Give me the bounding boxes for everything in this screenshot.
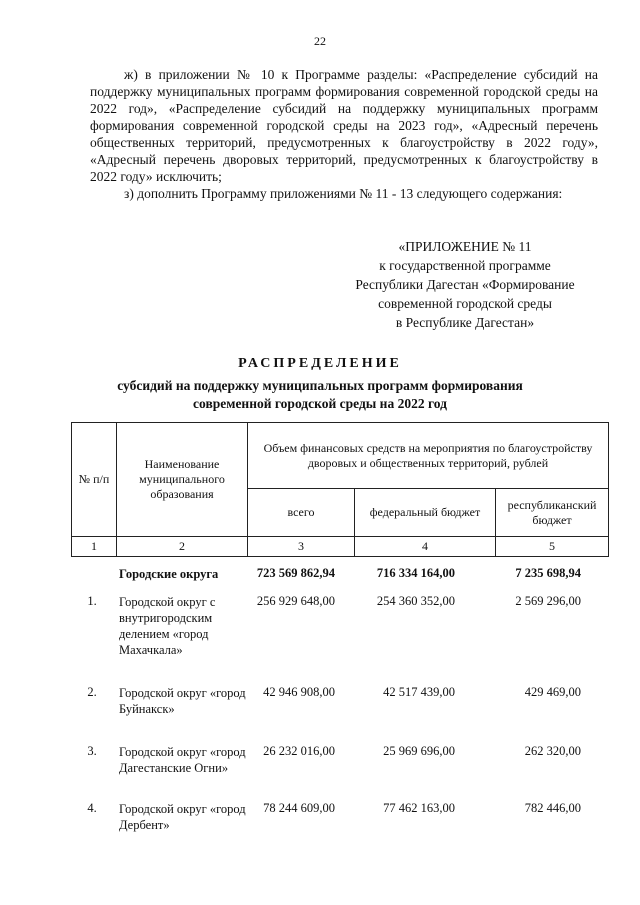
appendix-line: в Республике Дагестан» — [395, 315, 535, 330]
row-number: 3. — [87, 744, 97, 758]
row-number: 1. — [87, 594, 97, 608]
header-name: Наименование муниципального образования — [117, 423, 248, 537]
summary-republic: 7 235 698,94 — [515, 566, 581, 580]
row-federal: 25 969 696,00 — [383, 744, 455, 758]
row-number: 2. — [87, 685, 97, 699]
row-total: 78 244 609,00 — [263, 801, 335, 815]
row-republic: 782 446,00 — [524, 801, 581, 815]
summary-name: Городские округа — [119, 567, 219, 581]
table-header — [71, 422, 609, 557]
row-name: Городской округ «город Буйнакск» — [119, 686, 246, 716]
row-federal: 42 517 439,00 — [383, 685, 455, 699]
col-number: 3 — [248, 537, 355, 557]
row-republic: 429 469,00 — [524, 685, 581, 699]
header-federal: федеральный бюджет — [355, 489, 496, 537]
appendix-line: к государственной программе — [379, 258, 551, 273]
row-federal: 254 360 352,00 — [376, 594, 455, 608]
appendix-line: современной городской среды — [378, 296, 552, 311]
body-text — [90, 66, 598, 202]
header-funds: Объем финансовых средств на мероприятия по благоустройству дворовых и общественных территорий, рублей — [248, 423, 609, 489]
header-republic: республиканский бюджет — [496, 489, 609, 537]
header-total: всего — [248, 489, 355, 537]
header-num: № п/п — [72, 423, 117, 537]
row-number: 4. — [87, 801, 97, 815]
row-total: 42 946 908,00 — [263, 685, 335, 699]
row-name: Городской округ «город Дагестанские Огни» — [119, 745, 246, 775]
summary-total: 723 569 862,94 — [256, 566, 335, 580]
page-number: 22 — [314, 34, 326, 48]
row-republic: 262 320,00 — [524, 744, 581, 758]
col-number: 2 — [117, 537, 248, 557]
col-number: 4 — [355, 537, 496, 557]
document-subtitle — [0, 377, 640, 413]
row-federal: 77 462 163,00 — [383, 801, 455, 815]
row-total: 256 929 648,00 — [256, 594, 335, 608]
subtitle-line: субсидий на поддержку муниципальных программ формирования — [117, 378, 523, 393]
paragraph-z: з) дополнить Программу приложениями № 11 - 13 следующего содержания: — [124, 186, 563, 201]
document-title: РАСПРЕДЕЛЕНИЕ — [238, 356, 402, 371]
col-number: 5 — [496, 537, 609, 557]
row-name: Городской округ с внутригородским делением «город Махачкала» — [119, 595, 216, 657]
paragraph-zh: ж) в приложении № 10 к Программе разделы: «Распределение субсидий на поддержку муниципальных программ формирования современной городской среды на 2022 год», «Распределение субсидий на поддержку муниципальных программ формирования современной городской среды на 2023 год», «Адресный перечень общественных территорий, предусмотренных к благоустройству в 2022 году», «Адресный перечень дворовых территорий, предусмотренных к благоустройству в 2022 году» исключить; — [90, 67, 598, 184]
subtitle-line: современной городской среды на 2022 год — [193, 396, 447, 411]
appendix-line: Республики Дагестан «Формирование — [355, 277, 575, 292]
summary-federal: 716 334 164,00 — [376, 566, 455, 580]
row-republic: 2 569 296,00 — [515, 594, 581, 608]
row-total: 26 232 016,00 — [263, 744, 335, 758]
row-name: Городской округ «город Дербент» — [119, 802, 246, 832]
appendix-header — [330, 237, 600, 332]
col-number: 1 — [72, 537, 117, 557]
appendix-line: «ПРИЛОЖЕНИЕ № 11 — [398, 239, 532, 254]
